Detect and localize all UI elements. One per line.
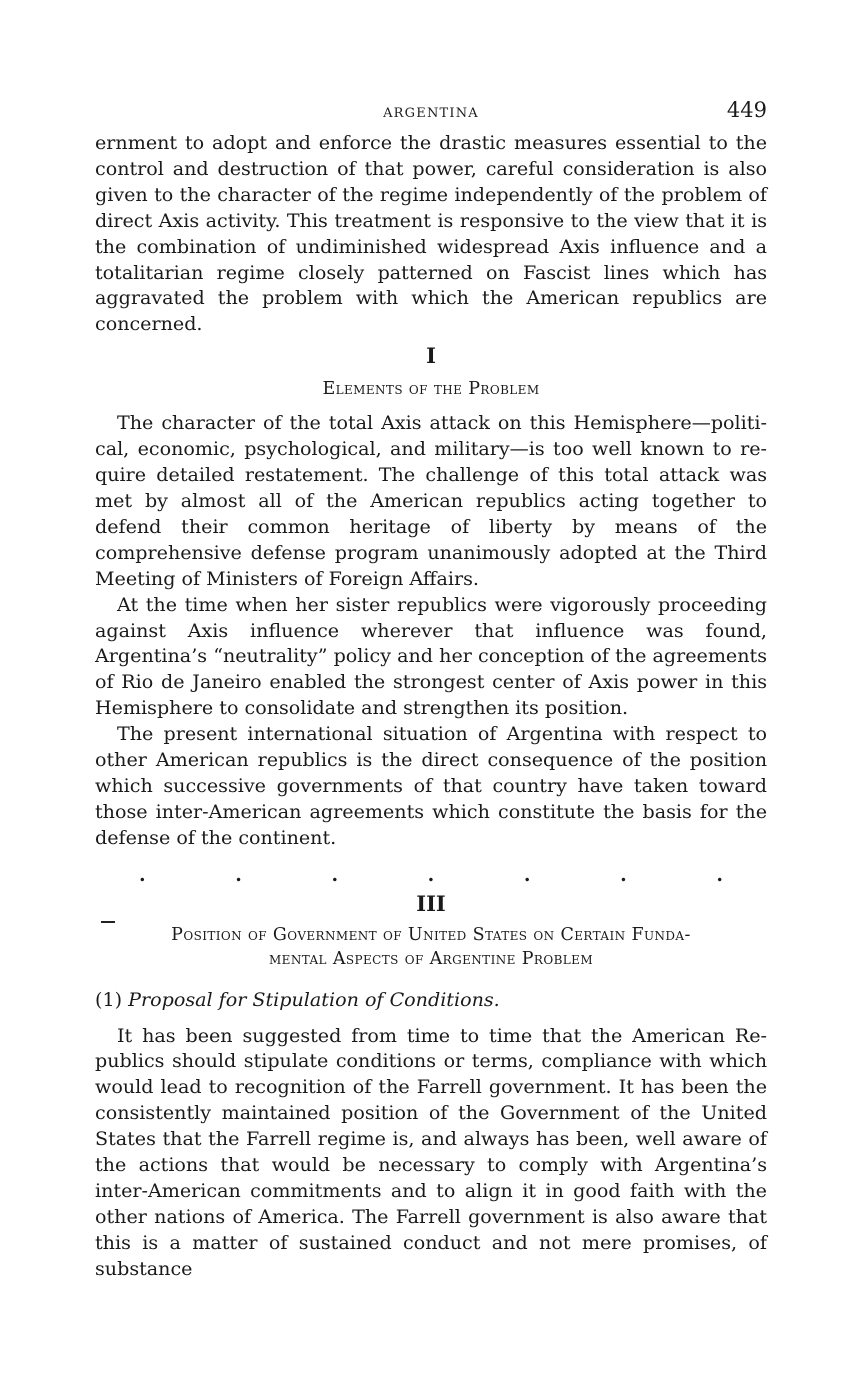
subsection-title: Proposal for Stipulation of Conditions.	[128, 987, 500, 1011]
section-numeral-three: III	[416, 890, 446, 916]
body-paragraph: At the time when her sister republics were vigorously proceeding against Axis influence wherever that influence was found, Argentina’s “neutrality” policy and her conception of the agreements of Rio de Janeiro enabled the strongest center of Axis power in this Hemisphere to consolidate and strengthen its position.	[95, 592, 767, 720]
omission-dot: .	[716, 863, 723, 886]
omission-dot: .	[620, 863, 627, 886]
body-paragraph: It has been suggested from time to time that the American Republics should stipulate conditions or terms, compliance with which would lead to recognition of the Farrell government. It has been the consistently maintained position of the Government of the United States that the Farrell regime is, and always has been, well aware of the actions that would be necessary to comply with Argentina’s inter-American commitments and to align it in good faith with the other nations of America. The Farrell government is also aware that this is a matter of sustained conduct and not mere promises, of substance	[95, 1023, 767, 1280]
omission-dot: .	[139, 863, 146, 886]
omission-dots	[95, 865, 767, 885]
omission-dot: .	[523, 863, 531, 886]
document-page	[95, 96, 767, 1282]
section-heading-elements: Elements of the Problem	[322, 379, 540, 400]
running-head	[95, 96, 767, 130]
section-heading-position	[95, 923, 767, 971]
section-heading-line: mental Aspects of Argentine Problem	[268, 948, 594, 969]
omission-dot: .	[427, 863, 435, 886]
subsection-number: (1)	[95, 987, 123, 1011]
omission-dot: .	[331, 863, 339, 886]
body-paragraph: The character of the total Axis attack on this Hemisphere—political, economic, psychological, and military—is too well known to require detailed restatement. The challenge of this total attack was met by almost all of the American republics acting together to defend their common heritage of liberty by means of the comprehensive defense program unanimously adopted at the Third Meeting of Ministers of Foreign Affairs.	[95, 411, 767, 590]
body-paragraph: The present international situation of Argentina with respect to other American republics is the direct consequence of the position which successive governments of that country have taken toward those inter-American agreements which constitute the basis for the defense of the continent.	[95, 722, 767, 849]
running-head-title: ARGENTINA	[383, 106, 479, 121]
intro-paragraph: ernment to adopt and enforce the drastic measures essential to the control and destruction of that power, careful consideration is also given to the character of the regime independently of the problem of direct Axis activity. This treatment is responsive to the view that it is the combination of undiminished widespread Axis influence and a totalitarian regime closely patterned on Fascist lines which has aggravated the problem with which the American republics are concerned.	[95, 131, 767, 336]
omission-dot: .	[235, 863, 242, 886]
stray-print-mark	[101, 921, 115, 923]
page-number: 449	[726, 98, 767, 122]
section-heading-line: Position of Government of United States on Certain Funda-	[171, 924, 691, 945]
section-numeral-one: I	[426, 343, 436, 369]
subsection-heading	[95, 987, 767, 1013]
